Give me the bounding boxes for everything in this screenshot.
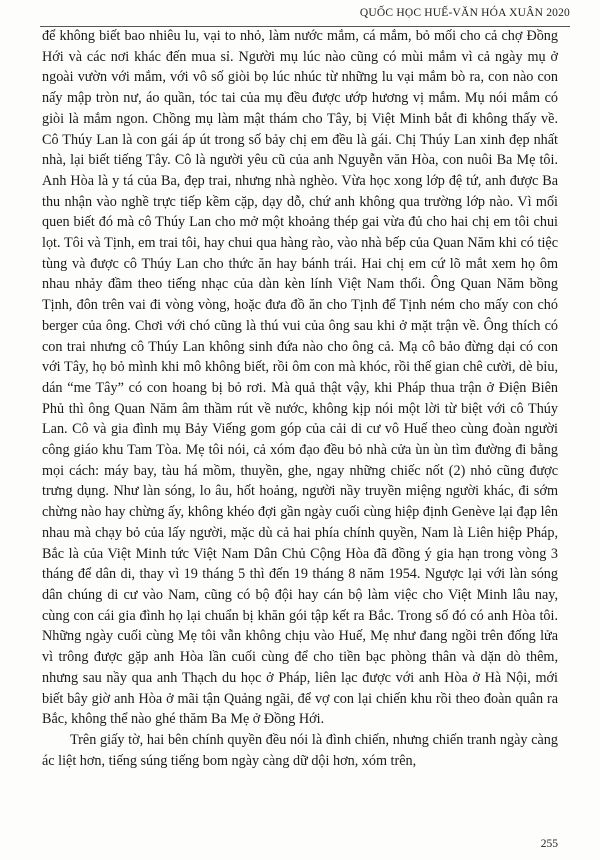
paragraph: Trên giấy tờ, hai bên chính quyền đều nói là đình chiến, nhưng chiến tranh ngày càng ác liệt hơn, tiếng súng tiếng bom ngày càng dữ dội hơn, xóm trên, [42, 731, 558, 769]
paragraph: để không biết bao nhiêu lu, vại to nhỏ, làm nước mắm, cá mắm, bỏ mối cho cả chợ Đồng Hới và các nơi khác đến mua sỉ. Người mụ lúc nào cũng có mùi mắm vì cả ngày mụ ở ngoài vườn với mắm, với vô số giòi bọ lúc nhúc từ những lu vại mắm bò ra, con nào con nấy mập tròn nư, áo quần, tóc tai của mụ đều được ướp hương vị mắm. Mụ nói mắm có giòi là mắm ngon. Chồng mụ làm mật thám cho Tây, bị Việt Minh bắt đi không thấy về. Cô Thúy Lan là con gái áp út trong số bảy chị em đều là gái. Chị Thúy Lan xinh đẹp nhất nhà, lại biết tiếng Tây. Cô là người yêu cũ của anh Nguyễn văn Hòa, con nuôi Ba Mẹ tôi. Anh Hòa là y tá của Ba, đẹp trai, nhưng nhà nghèo. Vừa học xong lớp đệ tứ, anh được Ba thu nhận vào nghề trực tiếp kềm cặp, dạy dỗ, chứ anh không qua trường lớp nào. Vì mối quen biết đó mà cô Thúy Lan cho mở một khoảng thép gai vừa đủ cho hai chị em tôi chui lọt. Tôi và Tịnh, em trai tôi, hay chui qua hàng rào, vào nhà bếp của Quan Năm khi có tiệc tùng và được cô Thúy Lan cho thức ăn hay bánh trái. Hai chị em cứ lõ mắt xem họ ôm nhau nhảy đầm theo tiếng nhạc của dàn kèn lính Việt Nam thổi. Ông Quan Năm bồng Tịnh, đôn trên vai đi vòng vòng, hoặc đưa đồ ăn cho Tịnh để Tịnh ném cho mấy con chó berger của ông. Chơi với chó cũng là thú vui của ông sau khi ở mặt trận về. Ông thích có con trai nhưng cô Thúy Lan không sinh đứa nào cho ông cả. Mạ cô bảo đừng dại có con với Tây, họ bỏ mình khi mô không biết, rồi ôm con mà khóc, rồi thế gian chê cười, dè bỉu, dán “me Tây” có con hoang bị bỏ rơi. Mà quả thật vậy, khi Pháp thua trận ở Điện Biên Phủ thì ông Quan Năm âm thầm rút về nước, không kịp nói một lời từ biệt với cô Thúy Lan. Cô và gia đình mụ Bảy Viếng gom góp của cải di cư vô Huế theo cùng đoàn người công giáo khu Tam Tòa. Mẹ tôi nói, cả xóm đạo đều bỏ nhà cửa ùn ùn tìm đường đi bằng mọi cách: máy bay, tàu há mồm, thuyền, ghe, ngay những chiếc nốt (2) nhỏ cũng được trưng dụng. Như làn sóng, lo âu, hốt hoảng, người nầy truyền miệng người khác, đi sớm chừng nào hay chừng ấy, không khéo đợi gần ngày cuối cùng hiệp định Genève lại đạp lên nhau mà chạy bỏ của lấy người, mặc dù cả hai phía chính quyền, Nam là Liên hiệp Pháp, Bắc là của Việt Minh tức Việt Nam Dân Chủ Cộng Hòa đã đồng ý gia hạn trong vòng 3 tháng để dân di, thay vì 19 tháng 5 thì đến 19 tháng 8 năm 1954. Ngược lại với làn sóng dân chúng di cư vào Nam, cũng có bộ đội hay cán bộ làm việc cho Việt Minh lâu nay, cùng con cái gia đình họ lại chuẩn bị khăn gói tập kết ra Bắc. Trong số đó có anh Hòa tôi. Những ngày cuối cùng Mẹ tôi vẫn không chịu vào Huế, Mẹ như đang ngồi trên đống lửa vì trông được gặp anh Hòa lần cuối cùng để cho tiền bạc phòng thân và dặn dò thêm, nhưng sau nầy qua anh Thạch du học ở Pháp, liên lạc được với anh Hòa ở Hà Nội, mới biết bây giờ anh Hòa ở mãi tận Quảng ngãi, để vợ con lại chiến khu rồi theo đoàn quân ra Bắc, không thể nào ghé thăm Ba Mẹ ở Đồng Hới. [42, 28, 558, 728]
body-text [42, 26, 558, 771]
running-header: QUỐC HỌC HUẾ-VĂN HÓA XUÂN 2020 [359, 7, 570, 19]
page-number: 255 [540, 838, 558, 850]
